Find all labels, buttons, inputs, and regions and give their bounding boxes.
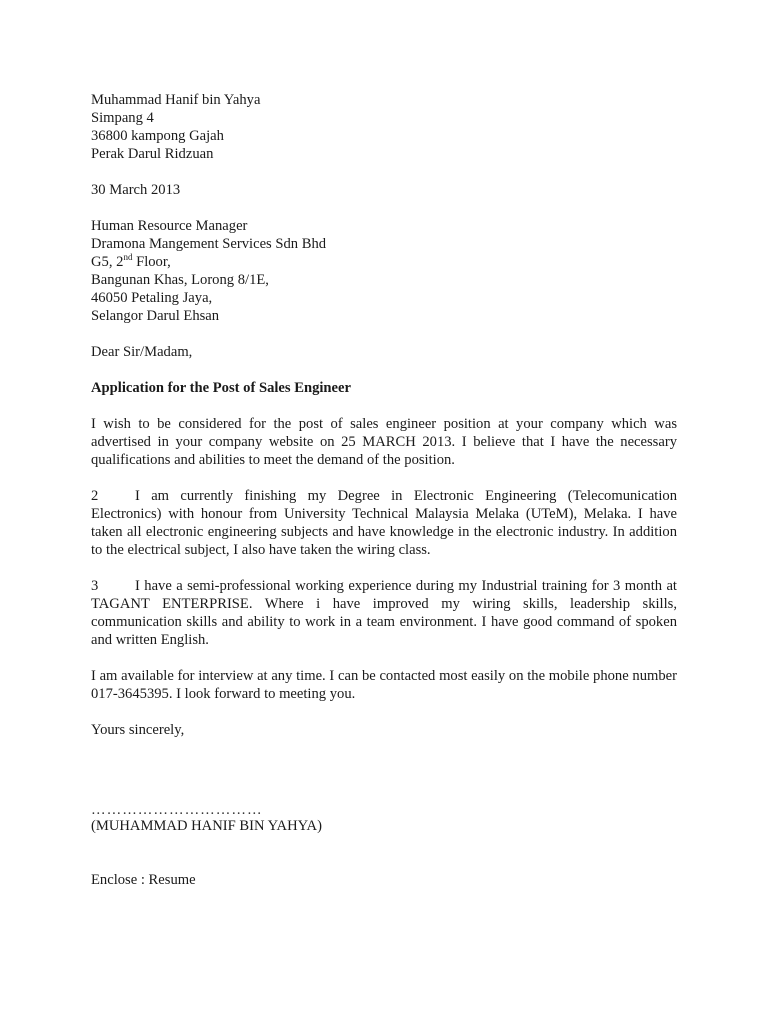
recipient-address-line: 46050 Petaling Jaya, [91,290,213,306]
paragraph-2: 2 I am currently finishing my Degree in Electronic Engineering (Telecomunication Electronics) with honour from University Technical Malaysia Melaka (UTeM), Melaka. I have taken all electronic engineering subjects and have knowledge in the electronic industry. In addition to the electrical subject, I also have taken the wiring class. [91,488,677,558]
paragraph-4: I am available for interview at any time. I can be contacted most easily on the mobile phone number 017-3645395. I look forward to meeting you. [91,668,677,702]
sender-address-line: 36800 kampong Gajah [91,128,224,144]
sender-address-line: Perak Darul Ridzuan [91,146,214,162]
letter-page [91,91,677,889]
signature-line: …………………………… [91,802,263,818]
closing: Yours sincerely, [91,722,185,738]
enclosure: Enclose : Resume [91,872,196,888]
recipient-address-line: Selangor Darul Ehsan [91,308,220,324]
paragraph-3: 3 I have a semi-professional working experience during my Industrial training for 3 month at TAGANT ENTERPRISE. Where i have improved my wiring skills, leadership skills, communication skills and ability to work in a team environment. I have good command of spoken and written English. [91,578,677,648]
sender-address-line: Simpang 4 [91,110,154,126]
signature-name: (MUHAMMAD HANIF BIN YAHYA) [91,818,322,834]
paragraph-number: 3 [91,578,99,594]
recipient-title: Human Resource Manager [91,218,248,234]
paragraph-1: I wish to be considered for the post of sales engineer position at your company which was advertised in your company website on 25 MARCH 2013. I believe that I have the necessary qualifications and abilities to meet the demand of the position. [91,416,677,468]
paragraph-number: 2 [91,488,99,504]
salutation: Dear Sir/Madam, [91,344,193,360]
recipient-address-line: Bangunan Khas, Lorong 8/1E, [91,272,269,288]
subject-line: Application for the Post of Sales Engineer [91,380,351,396]
recipient-floor: G5, 2nd Floor, [91,252,171,270]
recipient-company: Dramona Mangement Services Sdn Bhd [91,236,327,252]
recipient-address [91,217,677,325]
sender-name: Muhammad Hanif bin Yahya [91,92,261,108]
letter-date: 30 March 2013 [91,182,181,198]
sender-address [91,91,677,163]
